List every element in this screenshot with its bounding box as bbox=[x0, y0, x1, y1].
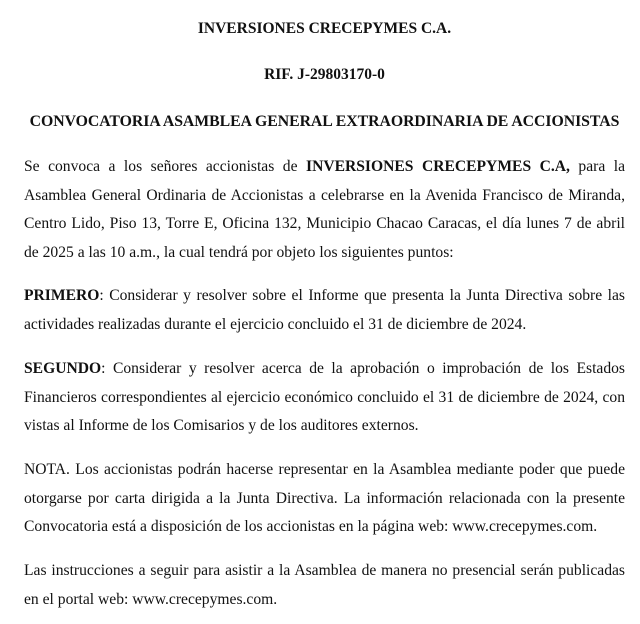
point-label: SEGUNDO bbox=[24, 360, 102, 377]
intro-paragraph bbox=[24, 153, 625, 267]
rif-number: RIF. J-29803170-0 bbox=[264, 66, 385, 83]
instructions-paragraph: Las instrucciones a seguir para asistir a la Asamblea de manera no presencial serán publicadas en el portal web: www.crecepymes.com. bbox=[24, 562, 625, 608]
company-title: INVERSIONES CRECEPYMES C.A. bbox=[197, 20, 452, 37]
intro-company-name: INVERSIONES CRECEPYMES C.A, bbox=[306, 158, 570, 175]
point-segundo bbox=[24, 355, 625, 441]
point-text: : Considerar y resolver sobre el Informe que presenta la Junta Directiva sobre las actividades realizadas durante el ejercicio concluido el 31 de diciembre de 2024. bbox=[24, 287, 625, 333]
point-label: PRIMERO bbox=[24, 287, 100, 304]
main-heading: CONVOCATORIA ASAMBLEA GENERAL EXTRAORDINARIA DE ACCIONISTAS bbox=[29, 113, 620, 130]
intro-text-end: para la Asamblea General Ordinaria de Accionistas a celebrarse en la Avenida Francisco de Miranda, Centro Lido, Piso 13, Torre E, Oficina 132, Municipio Chacao Caracas, el día lunes 7 de abril de 2025 a las 10 a.m., la cual tendrá por objeto los siguientes puntos: bbox=[24, 158, 625, 261]
point-primero bbox=[24, 282, 625, 339]
intro-text-start: Se convoca a los señores accionistas de bbox=[24, 158, 306, 175]
nota-paragraph: NOTA. Los accionistas podrán hacerse representar en la Asamblea mediante poder que puede otorgarse por carta dirigida a la Junta Directiva. La información relacionada con la presente Convocatoria está a disposición de los accionistas en la página web: www.crecepymes.com. bbox=[24, 461, 625, 535]
point-text: : Considerar y resolver acerca de la aprobación o improbación de los Estados Financieros correspondientes al ejercicio económico concluido el 31 de diciembre de 2024, con vistas al Informe de los Comisarios y de los auditores externos. bbox=[24, 360, 625, 434]
